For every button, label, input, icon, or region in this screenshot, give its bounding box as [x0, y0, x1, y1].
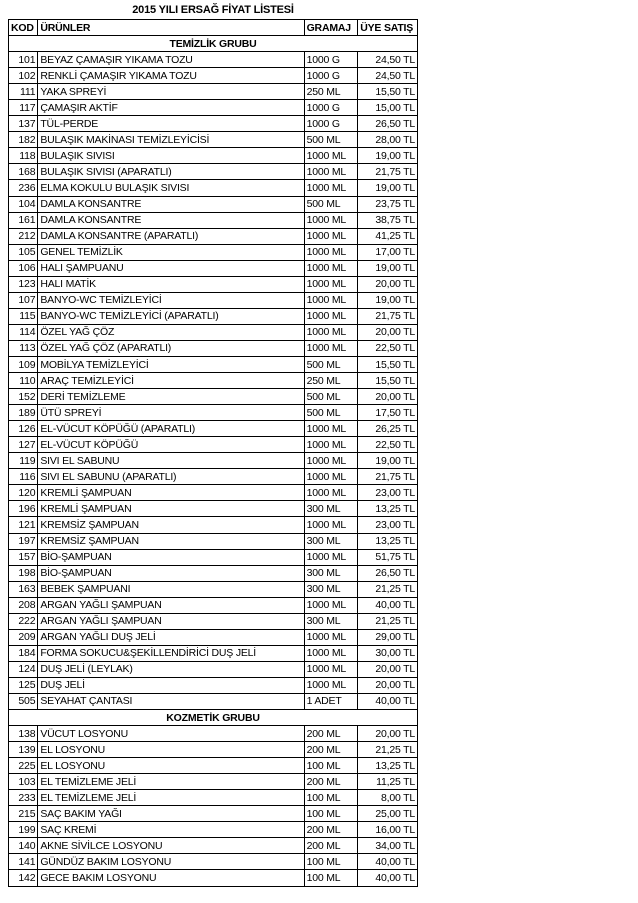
table-row [9, 870, 418, 886]
cell-urun: HALI ŞAMPUANU [38, 260, 304, 276]
group-header-row [9, 36, 418, 52]
cell-urun: EL-VÜCUT KÖPÜĞÜ (APARATLI) [38, 421, 304, 437]
cell-fiyat: 29,00 TL [358, 629, 418, 645]
cell-urun: BEYAZ ÇAMAŞIR YIKAMA TOZU [38, 52, 304, 68]
header-fiyat: ÜYE SATIŞ [358, 20, 418, 36]
cell-kod: 189 [9, 405, 38, 421]
cell-kod: 208 [9, 597, 38, 613]
table-row [9, 84, 418, 100]
cell-gramaj: 300 ML [304, 533, 358, 549]
cell-kod: 126 [9, 421, 38, 437]
table-row [9, 68, 418, 84]
cell-urun: DAMLA KONSANTRE (APARATLI) [38, 228, 304, 244]
table-row [9, 565, 418, 581]
cell-kod: 123 [9, 276, 38, 292]
table-row [9, 405, 418, 421]
table-row [9, 854, 418, 870]
price-table [8, 19, 418, 887]
cell-urun: BULAŞIK SIVISI (APARATLI) [38, 164, 304, 180]
cell-kod: 236 [9, 180, 38, 196]
page-title: 2015 YILI ERSAĞ FİYAT LİSTESİ [132, 4, 294, 16]
cell-urun: ÖZEL YAĞ ÇÖZ (APARATLI) [38, 340, 304, 356]
cell-urun: EL-VÜCUT KÖPÜĞÜ [38, 437, 304, 453]
cell-gramaj: 100 ML [304, 854, 358, 870]
cell-urun: TÜL-PERDE [38, 116, 304, 132]
table-row [9, 212, 418, 228]
cell-urun: SAÇ BAKIM YAĞI [38, 806, 304, 822]
cell-kod: 168 [9, 164, 38, 180]
cell-kod: 196 [9, 501, 38, 517]
cell-urun: KREMLİ ŞAMPUAN [38, 485, 304, 501]
cell-gramaj: 1000 ML [304, 437, 358, 453]
cell-fiyat: 21,25 TL [358, 742, 418, 758]
table-row [9, 629, 418, 645]
table-row [9, 549, 418, 565]
cell-urun: SAÇ KREMİ [38, 822, 304, 838]
cell-gramaj: 1000 ML [304, 164, 358, 180]
cell-urun: GECE BAKIM LOSYONU [38, 870, 304, 886]
cell-fiyat: 20,00 TL [358, 677, 418, 693]
cell-fiyat: 21,75 TL [358, 164, 418, 180]
cell-fiyat: 23,00 TL [358, 517, 418, 533]
cell-urun: YAKA SPREYİ [38, 84, 304, 100]
cell-kod: 124 [9, 661, 38, 677]
table-row [9, 116, 418, 132]
cell-fiyat: 26,50 TL [358, 116, 418, 132]
cell-gramaj: 300 ML [304, 565, 358, 581]
cell-fiyat: 21,75 TL [358, 308, 418, 324]
table-row [9, 132, 418, 148]
cell-fiyat: 22,50 TL [358, 437, 418, 453]
table-row [9, 533, 418, 549]
cell-kod: 138 [9, 726, 38, 742]
cell-kod: 225 [9, 758, 38, 774]
cell-kod: 114 [9, 324, 38, 340]
cell-kod: 163 [9, 581, 38, 597]
cell-kod: 106 [9, 260, 38, 276]
table-row [9, 806, 418, 822]
cell-fiyat: 15,50 TL [358, 373, 418, 389]
cell-gramaj: 1000 ML [304, 180, 358, 196]
header-row [9, 20, 418, 36]
cell-urun: ARGAN YAĞLI ŞAMPUAN [38, 597, 304, 613]
table-row [9, 822, 418, 838]
table-row [9, 677, 418, 693]
group-header-row [9, 710, 418, 726]
cell-fiyat: 40,00 TL [358, 597, 418, 613]
cell-urun: DERİ TEMİZLEME [38, 389, 304, 405]
cell-fiyat: 19,00 TL [358, 180, 418, 196]
table-row [9, 501, 418, 517]
table-row [9, 308, 418, 324]
cell-gramaj: 250 ML [304, 373, 358, 389]
cell-fiyat: 15,50 TL [358, 84, 418, 100]
table-row [9, 485, 418, 501]
cell-gramaj: 500 ML [304, 132, 358, 148]
table-row [9, 774, 418, 790]
cell-urun: BULAŞIK MAKİNASI TEMİZLEYİCİSİ [38, 132, 304, 148]
cell-kod: 116 [9, 469, 38, 485]
cell-gramaj: 200 ML [304, 742, 358, 758]
cell-kod: 102 [9, 68, 38, 84]
cell-fiyat: 20,00 TL [358, 661, 418, 677]
cell-gramaj: 1000 ML [304, 661, 358, 677]
cell-fiyat: 15,50 TL [358, 356, 418, 372]
cell-fiyat: 26,50 TL [358, 565, 418, 581]
table-row [9, 148, 418, 164]
cell-urun: KREMSİZ ŞAMPUAN [38, 517, 304, 533]
table-body [9, 36, 418, 886]
cell-fiyat: 25,00 TL [358, 806, 418, 822]
cell-kod: 109 [9, 356, 38, 372]
cell-gramaj: 100 ML [304, 870, 358, 886]
cell-fiyat: 40,00 TL [358, 870, 418, 886]
cell-kod: 182 [9, 132, 38, 148]
table-row [9, 838, 418, 854]
header-kod: KOD [9, 20, 38, 36]
cell-fiyat: 13,25 TL [358, 501, 418, 517]
cell-fiyat: 21,75 TL [358, 469, 418, 485]
table-row [9, 228, 418, 244]
cell-gramaj: 1000 ML [304, 629, 358, 645]
cell-fiyat: 16,00 TL [358, 822, 418, 838]
cell-fiyat: 51,75 TL [358, 549, 418, 565]
cell-fiyat: 40,00 TL [358, 854, 418, 870]
cell-urun: KREMLİ ŞAMPUAN [38, 501, 304, 517]
cell-gramaj: 1000 G [304, 68, 358, 84]
cell-kod: 157 [9, 549, 38, 565]
cell-kod: 215 [9, 806, 38, 822]
cell-urun: BANYO-WC TEMİZLEYİCİ (APARATLI) [38, 308, 304, 324]
cell-fiyat: 11,25 TL [358, 774, 418, 790]
table-row [9, 581, 418, 597]
cell-urun: EL TEMİZLEME JELİ [38, 790, 304, 806]
cell-fiyat: 20,00 TL [358, 726, 418, 742]
table-row [9, 693, 418, 709]
cell-urun: EL LOSYONU [38, 742, 304, 758]
cell-gramaj: 300 ML [304, 501, 358, 517]
cell-kod: 152 [9, 389, 38, 405]
cell-urun: GENEL TEMİZLİK [38, 244, 304, 260]
cell-gramaj: 1000 ML [304, 421, 358, 437]
cell-fiyat: 17,50 TL [358, 405, 418, 421]
cell-urun: ARAÇ TEMİZLEYİCİ [38, 373, 304, 389]
cell-gramaj: 1000 ML [304, 260, 358, 276]
cell-gramaj: 1000 ML [304, 324, 358, 340]
cell-kod: 111 [9, 84, 38, 100]
table-row [9, 324, 418, 340]
cell-kod: 141 [9, 854, 38, 870]
cell-gramaj: 500 ML [304, 405, 358, 421]
cell-gramaj: 100 ML [304, 806, 358, 822]
cell-kod: 121 [9, 517, 38, 533]
cell-gramaj: 1000 G [304, 116, 358, 132]
cell-kod: 118 [9, 148, 38, 164]
cell-urun: ARGAN YAĞLI DUŞ JELİ [38, 629, 304, 645]
table-row [9, 726, 418, 742]
cell-fiyat: 26,25 TL [358, 421, 418, 437]
table-row [9, 453, 418, 469]
table-row [9, 196, 418, 212]
cell-urun: ÖZEL YAĞ ÇÖZ [38, 324, 304, 340]
cell-kod: 137 [9, 116, 38, 132]
header-urun: ÜRÜNLER [38, 20, 304, 36]
cell-fiyat: 19,00 TL [358, 453, 418, 469]
cell-urun: DUŞ JELİ (LEYLAK) [38, 661, 304, 677]
cell-fiyat: 28,00 TL [358, 132, 418, 148]
cell-fiyat: 20,00 TL [358, 389, 418, 405]
cell-fiyat: 21,25 TL [358, 613, 418, 629]
cell-fiyat: 13,25 TL [358, 758, 418, 774]
cell-fiyat: 30,00 TL [358, 645, 418, 661]
table-row [9, 661, 418, 677]
cell-gramaj: 100 ML [304, 790, 358, 806]
table-row [9, 180, 418, 196]
cell-urun: BİO-ŞAMPUAN [38, 565, 304, 581]
table-row [9, 244, 418, 260]
cell-gramaj: 200 ML [304, 726, 358, 742]
cell-gramaj: 1000 G [304, 100, 358, 116]
cell-kod: 505 [9, 693, 38, 709]
cell-gramaj: 200 ML [304, 774, 358, 790]
cell-gramaj: 1000 ML [304, 244, 358, 260]
cell-urun: AKNE SİVİLCE LOSYONU [38, 838, 304, 854]
cell-gramaj: 1000 G [304, 52, 358, 68]
cell-gramaj: 1000 ML [304, 645, 358, 661]
table-row [9, 597, 418, 613]
table-row [9, 758, 418, 774]
cell-urun: EL TEMİZLEME JELİ [38, 774, 304, 790]
cell-kod: 125 [9, 677, 38, 693]
cell-urun: DUŞ JELİ [38, 677, 304, 693]
cell-gramaj: 500 ML [304, 356, 358, 372]
cell-kod: 184 [9, 645, 38, 661]
cell-kod: 110 [9, 373, 38, 389]
cell-gramaj: 1 ADET [304, 693, 358, 709]
cell-gramaj: 1000 ML [304, 148, 358, 164]
cell-fiyat: 24,50 TL [358, 68, 418, 84]
table-row [9, 645, 418, 661]
cell-urun: BANYO-WC TEMİZLEYİCİ [38, 292, 304, 308]
cell-gramaj: 1000 ML [304, 292, 358, 308]
cell-kod: 103 [9, 774, 38, 790]
cell-urun: ELMA KOKULU BULAŞIK SIVISI [38, 180, 304, 196]
table-row [9, 373, 418, 389]
cell-gramaj: 250 ML [304, 84, 358, 100]
cell-urun: ÜTÜ SPREYİ [38, 405, 304, 421]
cell-kod: 119 [9, 453, 38, 469]
cell-kod: 199 [9, 822, 38, 838]
cell-kod: 120 [9, 485, 38, 501]
cell-urun: HALI MATİK [38, 276, 304, 292]
cell-urun: ÇAMAŞIR AKTİF [38, 100, 304, 116]
cell-kod: 212 [9, 228, 38, 244]
cell-fiyat: 21,25 TL [358, 581, 418, 597]
cell-gramaj: 500 ML [304, 389, 358, 405]
cell-gramaj: 1000 ML [304, 677, 358, 693]
cell-kod: 104 [9, 196, 38, 212]
cell-fiyat: 40,00 TL [358, 693, 418, 709]
table-row [9, 52, 418, 68]
cell-gramaj: 1000 ML [304, 517, 358, 533]
cell-gramaj: 100 ML [304, 758, 358, 774]
table-row [9, 613, 418, 629]
cell-kod: 139 [9, 742, 38, 758]
cell-urun: SEYAHAT ÇANTASI [38, 693, 304, 709]
cell-fiyat: 13,25 TL [358, 533, 418, 549]
cell-urun: RENKLİ ÇAMAŞIR YIKAMA TOZU [38, 68, 304, 84]
header-gramaj: GRAMAJ [304, 20, 358, 36]
cell-urun: SIVI EL SABUNU [38, 453, 304, 469]
table-row [9, 276, 418, 292]
cell-fiyat: 38,75 TL [358, 212, 418, 228]
table-row [9, 742, 418, 758]
table-row [9, 469, 418, 485]
cell-gramaj: 1000 ML [304, 469, 358, 485]
cell-urun: FORMA SOKUCU&ŞEKİLLENDİRİCİ DUŞ JELİ [38, 645, 304, 661]
cell-gramaj: 1000 ML [304, 485, 358, 501]
cell-urun: MOBİLYA TEMİZLEYİCİ [38, 356, 304, 372]
cell-fiyat: 19,00 TL [358, 148, 418, 164]
cell-gramaj: 1000 ML [304, 276, 358, 292]
table-row [9, 389, 418, 405]
cell-fiyat: 23,75 TL [358, 196, 418, 212]
cell-kod: 233 [9, 790, 38, 806]
cell-fiyat: 22,50 TL [358, 340, 418, 356]
cell-gramaj: 300 ML [304, 613, 358, 629]
cell-fiyat: 24,50 TL [358, 52, 418, 68]
cell-kod: 140 [9, 838, 38, 854]
cell-gramaj: 1000 ML [304, 453, 358, 469]
cell-kod: 209 [9, 629, 38, 645]
cell-gramaj: 300 ML [304, 581, 358, 597]
cell-gramaj: 1000 ML [304, 308, 358, 324]
cell-urun: DAMLA KONSANTRE [38, 212, 304, 228]
cell-fiyat: 20,00 TL [358, 276, 418, 292]
table-row [9, 292, 418, 308]
cell-urun: BULAŞIK SIVISI [38, 148, 304, 164]
cell-fiyat: 17,00 TL [358, 244, 418, 260]
cell-urun: GÜNDÜZ BAKIM LOSYONU [38, 854, 304, 870]
cell-fiyat: 19,00 TL [358, 260, 418, 276]
cell-urun: BİO-ŞAMPUAN [38, 549, 304, 565]
cell-fiyat: 8,00 TL [358, 790, 418, 806]
table-row [9, 421, 418, 437]
cell-fiyat: 19,00 TL [358, 292, 418, 308]
cell-gramaj: 1000 ML [304, 597, 358, 613]
cell-urun: EL LOSYONU [38, 758, 304, 774]
cell-fiyat: 20,00 TL [358, 324, 418, 340]
cell-urun: ARGAN YAĞLI ŞAMPUAN [38, 613, 304, 629]
cell-fiyat: 23,00 TL [358, 485, 418, 501]
table-row [9, 100, 418, 116]
table-row [9, 517, 418, 533]
cell-kod: 198 [9, 565, 38, 581]
cell-gramaj: 1000 ML [304, 340, 358, 356]
cell-kod: 161 [9, 212, 38, 228]
cell-kod: 142 [9, 870, 38, 886]
table-row [9, 164, 418, 180]
cell-gramaj: 1000 ML [304, 549, 358, 565]
cell-gramaj: 200 ML [304, 822, 358, 838]
cell-kod: 117 [9, 100, 38, 116]
cell-kod: 113 [9, 340, 38, 356]
table-row [9, 437, 418, 453]
table-row [9, 790, 418, 806]
cell-gramaj: 500 ML [304, 196, 358, 212]
cell-kod: 101 [9, 52, 38, 68]
cell-urun: BEBEK ŞAMPUANI [38, 581, 304, 597]
cell-kod: 105 [9, 244, 38, 260]
cell-fiyat: 41,25 TL [358, 228, 418, 244]
cell-urun: KREMSİZ ŞAMPUAN [38, 533, 304, 549]
table-row [9, 340, 418, 356]
cell-urun: SIVI EL SABUNU (APARATLI) [38, 469, 304, 485]
cell-urun: VÜCUT LOSYONU [38, 726, 304, 742]
cell-gramaj: 1000 ML [304, 228, 358, 244]
cell-kod: 222 [9, 613, 38, 629]
cell-gramaj: 1000 ML [304, 212, 358, 228]
cell-kod: 127 [9, 437, 38, 453]
cell-kod: 107 [9, 292, 38, 308]
group-title: KOZMETİK GRUBU [9, 710, 418, 726]
table-row [9, 260, 418, 276]
cell-kod: 115 [9, 308, 38, 324]
cell-gramaj: 200 ML [304, 838, 358, 854]
group-title: TEMİZLİK GRUBU [9, 36, 418, 52]
table-row [9, 356, 418, 372]
cell-fiyat: 15,00 TL [358, 100, 418, 116]
cell-fiyat: 34,00 TL [358, 838, 418, 854]
cell-urun: DAMLA KONSANTRE [38, 196, 304, 212]
cell-kod: 197 [9, 533, 38, 549]
